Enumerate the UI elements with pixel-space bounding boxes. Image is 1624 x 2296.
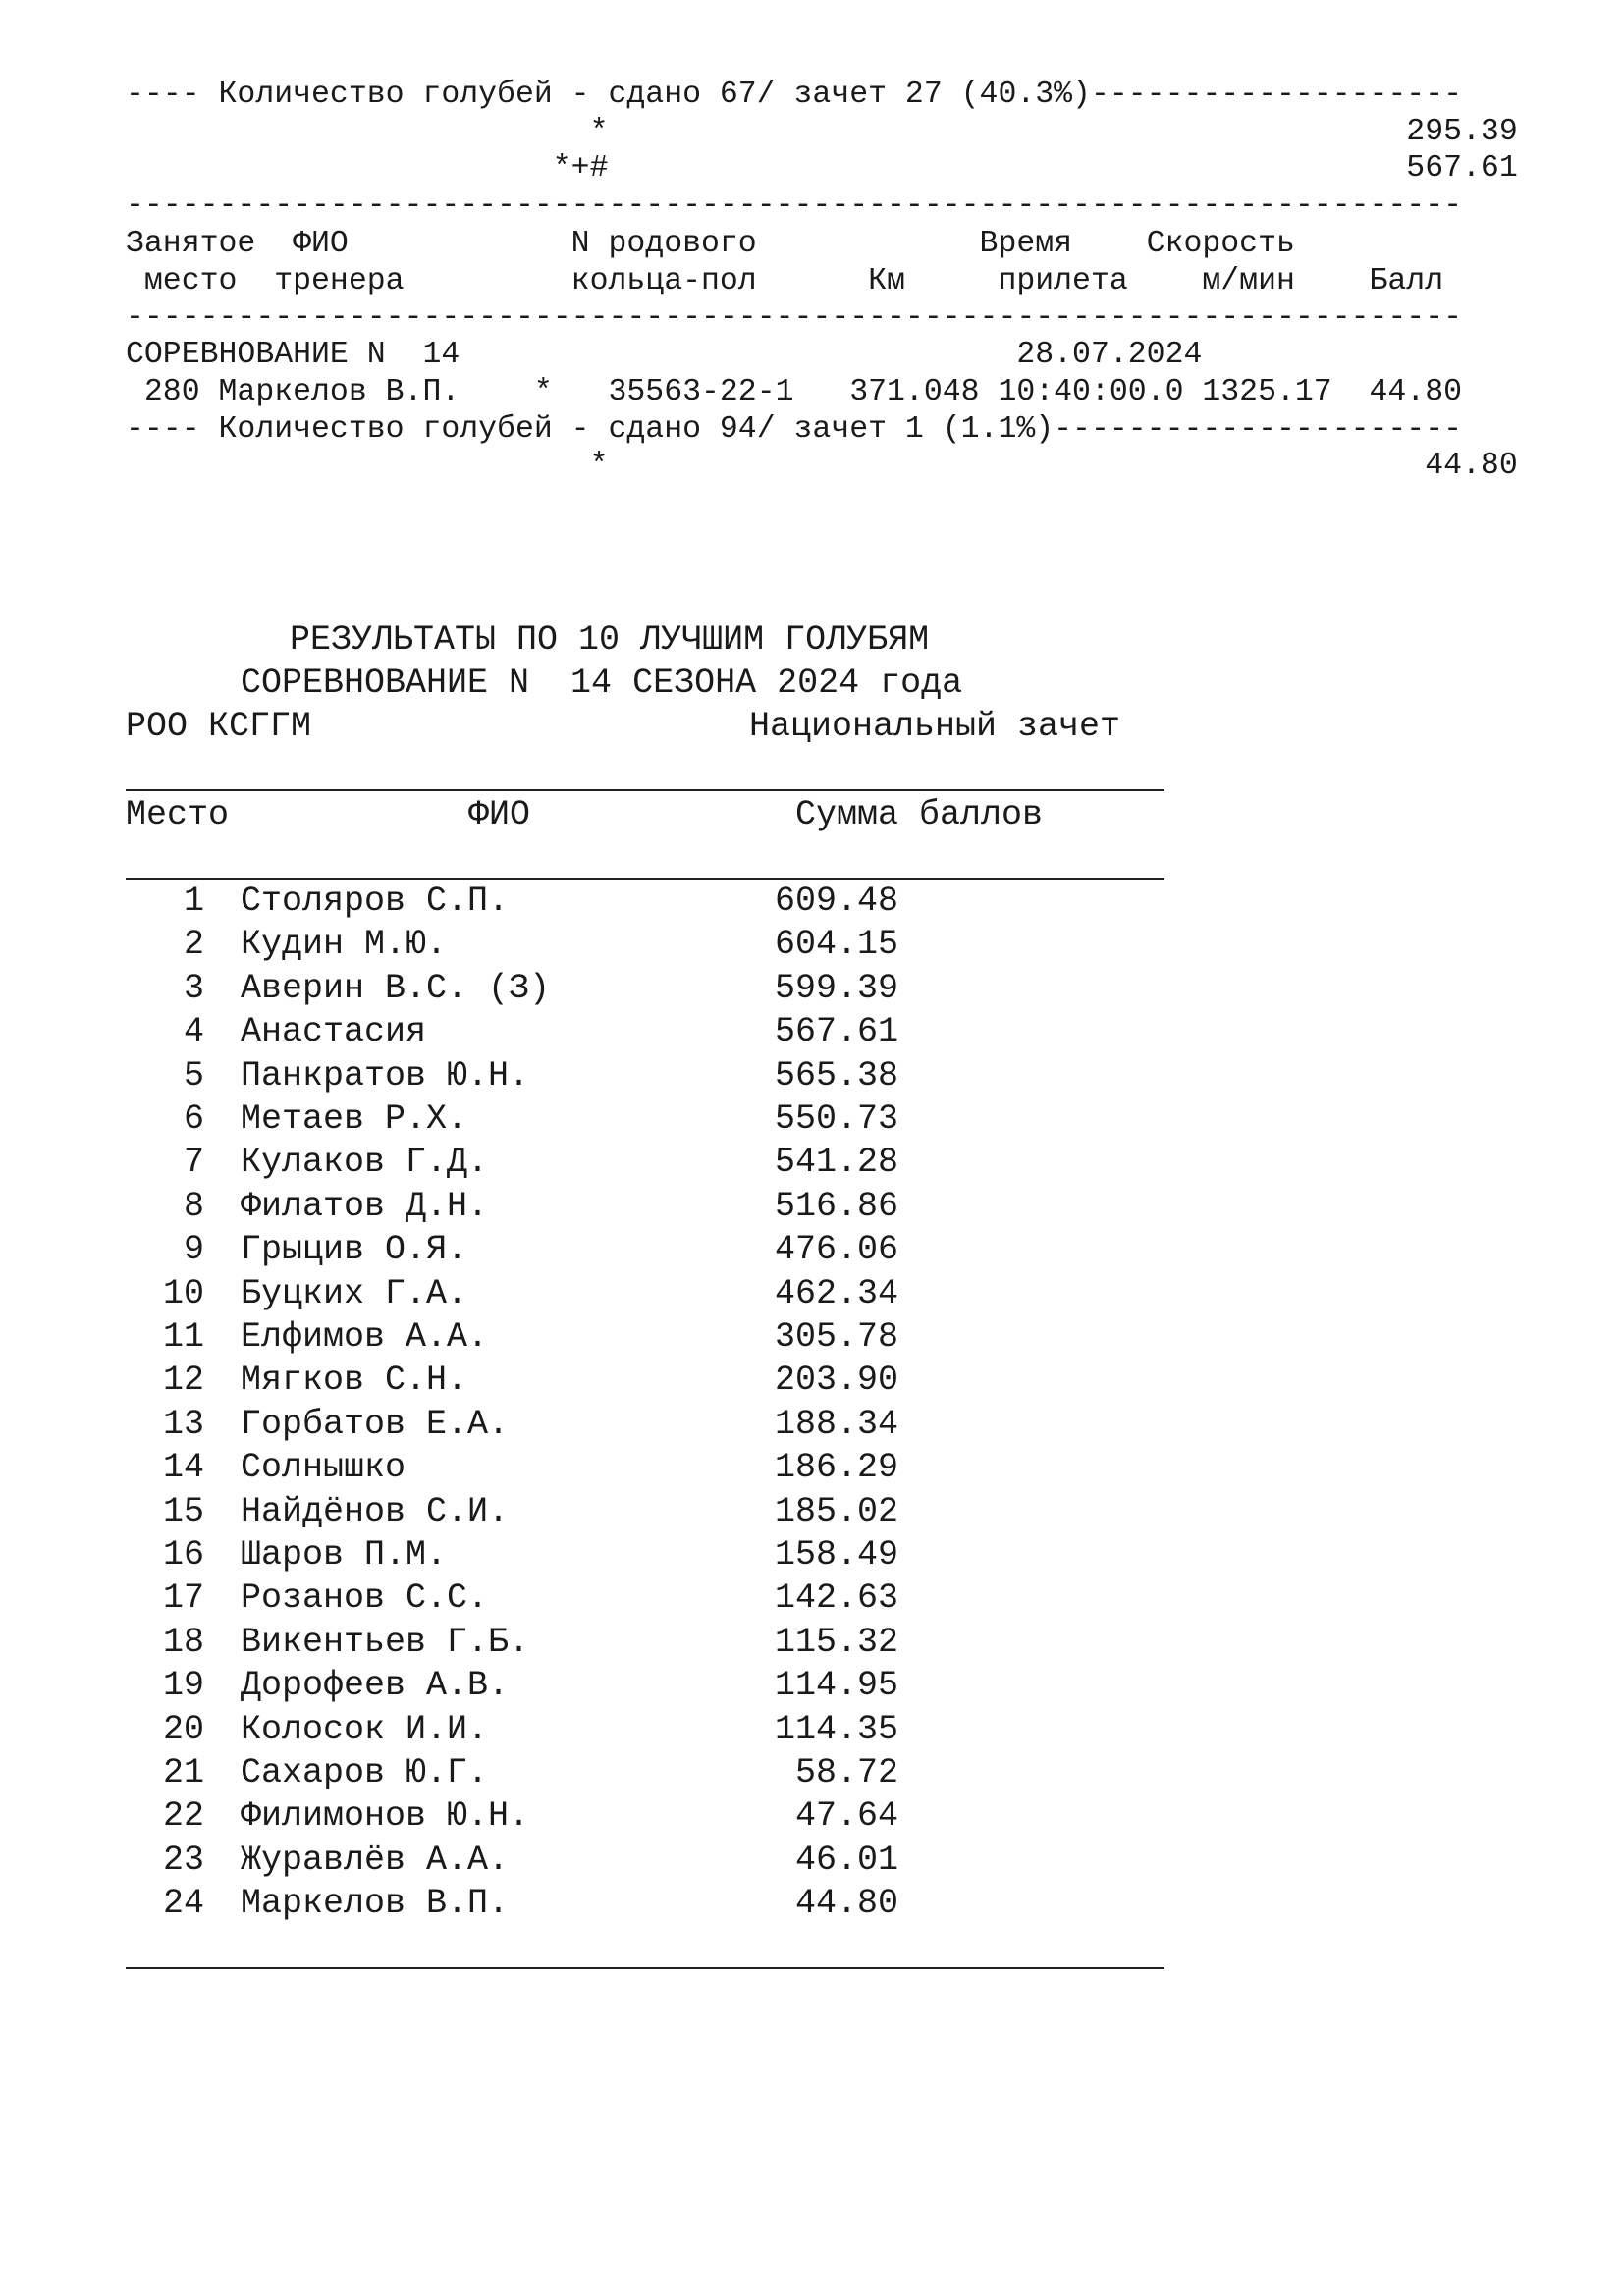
rank-cell: 9	[183, 1230, 204, 1270]
name-cell: Метаев Р.Х.	[241, 1099, 468, 1139]
list-item	[126, 1185, 898, 1228]
name-cell: Розанов С.С.	[241, 1578, 489, 1619]
score-cell: 516.86	[774, 1186, 898, 1226]
name-cell: Журавлёв А.А.	[241, 1840, 510, 1880]
score-cell: 188.34	[774, 1404, 898, 1444]
name-cell: Мягков С.Н.	[241, 1361, 468, 1401]
col-name-header: ФИО	[468, 795, 531, 834]
results-scope: Национальный зачет	[749, 707, 1121, 746]
name-cell: Аверин В.С. (З)	[241, 968, 551, 1008]
results-subtitle: СОРЕВНОВАНИЕ N 14 СЕЗОНА 2024 года	[241, 664, 963, 703]
rank-cell: 3	[183, 968, 204, 1008]
score-cell: 305.78	[774, 1317, 898, 1357]
name-cell: Кудин М.Ю.	[241, 925, 448, 965]
score-cell: 58.72	[794, 1753, 898, 1792]
rank-cell: 11	[162, 1317, 204, 1357]
list-item	[126, 1054, 898, 1097]
name-cell: Колосок И.И.	[241, 1709, 489, 1749]
rank-cell: 17	[162, 1578, 204, 1619]
list-item	[126, 1141, 898, 1184]
score-cell: 142.63	[774, 1578, 898, 1619]
rank-cell: 2	[183, 925, 204, 965]
name-cell: Маркелов В.П.	[241, 1884, 510, 1924]
list-item	[126, 1272, 898, 1315]
rank-cell: 18	[162, 1622, 204, 1662]
name-cell: Горбатов Е.А.	[241, 1404, 510, 1444]
list-item	[126, 923, 898, 966]
score-cell: 476.06	[774, 1230, 898, 1270]
rank-cell: 24	[162, 1884, 204, 1924]
score-cell: 186.29	[774, 1448, 898, 1488]
competition-summary-line: ---- Количество голубей - сдано 94/ зачет 1 (1.1%)----------------------	[126, 412, 1463, 447]
list-item	[126, 1533, 898, 1576]
list-item	[126, 1010, 898, 1053]
rank-cell: 20	[162, 1709, 204, 1749]
competition-title-line: СОРЕВНОВАНИЕ N 14 28.07.2024	[126, 338, 1203, 372]
score-cell: 599.39	[774, 968, 898, 1008]
list-item	[126, 1576, 898, 1620]
score-cell: 609.48	[774, 881, 898, 921]
rank-cell: 16	[162, 1535, 204, 1575]
score-cell: 115.32	[774, 1622, 898, 1662]
name-cell: Сахаров Ю.Г.	[241, 1753, 489, 1792]
name-cell: Дорофеев А.В.	[241, 1666, 510, 1706]
results-org: РОО КСГГМ	[126, 707, 312, 746]
rank-cell: 19	[162, 1666, 204, 1706]
results-title: РЕЗУЛЬТАТЫ ПО 10 ЛУЧШИМ ГОЛУБЯМ	[290, 620, 930, 660]
table-header-line-1: Занятое ФИО N родового Время Скорость	[126, 227, 1295, 261]
name-cell: Филатов Д.Н.	[241, 1186, 489, 1226]
list-item	[126, 1446, 898, 1489]
list-item	[126, 1664, 898, 1707]
rank-cell: 15	[162, 1491, 204, 1531]
previous-summary-line: ---- Количество голубей - сдано 67/ зачет 27 (40.3%)--------------------	[126, 78, 1463, 112]
table-header-separator: ------------------------------------------------------------------------	[126, 300, 1463, 335]
name-cell: Буцких Г.А.	[241, 1273, 468, 1313]
list-item	[126, 1097, 898, 1141]
header-top-rule	[126, 789, 1164, 791]
score-cell: 47.64	[794, 1796, 898, 1837]
name-cell: Елфимов А.А.	[241, 1317, 489, 1357]
rank-cell: 10	[162, 1273, 204, 1313]
name-cell: Солнышко	[241, 1448, 406, 1488]
rank-cell: 13	[162, 1404, 204, 1444]
rank-cell: 23	[162, 1840, 204, 1880]
name-cell: Столяров С.П.	[241, 881, 510, 921]
previous-total-line-2: *+# 567.61	[126, 151, 1518, 186]
score-cell: 185.02	[774, 1491, 898, 1531]
list-item	[126, 1490, 898, 1533]
results-bottom-rule	[126, 1967, 1164, 1969]
list-item	[126, 880, 898, 923]
list-item	[126, 1882, 898, 1925]
score-cell: 203.90	[774, 1361, 898, 1401]
score-cell: 541.28	[774, 1143, 898, 1183]
list-item	[126, 1359, 898, 1402]
score-cell: 567.61	[774, 1012, 898, 1052]
rank-cell: 8	[183, 1186, 204, 1226]
rank-cell: 14	[162, 1448, 204, 1488]
name-cell: Грыцив О.Я.	[241, 1230, 468, 1270]
list-item	[126, 1794, 898, 1838]
competition-total-line: * 44.80	[126, 449, 1518, 483]
name-cell: Филимонов Ю.Н.	[241, 1796, 530, 1837]
list-item	[126, 1315, 898, 1359]
score-cell: 462.34	[774, 1273, 898, 1313]
list-item	[126, 1839, 898, 1882]
rank-cell: 5	[183, 1055, 204, 1095]
name-cell: Викентьев Г.Б.	[241, 1622, 530, 1662]
score-cell: 114.35	[774, 1709, 898, 1749]
rank-cell: 1	[183, 881, 204, 921]
score-cell: 46.01	[794, 1840, 898, 1880]
list-item	[126, 1228, 898, 1271]
score-cell: 44.80	[794, 1884, 898, 1924]
name-cell: Шаров П.М.	[241, 1535, 448, 1575]
list-item	[126, 1403, 898, 1446]
competition-entry-line: 280 Маркелов В.П. * 35563-22-1 371.048 10:40:00.0 1325.17 44.80	[126, 375, 1463, 409]
rank-cell: 6	[183, 1099, 204, 1139]
rank-cell: 22	[162, 1796, 204, 1837]
rank-cell: 12	[162, 1361, 204, 1401]
list-item	[126, 1621, 898, 1664]
rank-cell: 7	[183, 1143, 204, 1183]
score-cell: 565.38	[774, 1055, 898, 1095]
previous-total-line: * 295.39	[126, 115, 1518, 149]
score-cell: 604.15	[774, 925, 898, 965]
list-item	[126, 1751, 898, 1794]
score-cell: 114.95	[774, 1666, 898, 1706]
rank-cell: 4	[183, 1012, 204, 1052]
table-header-line-2: место тренера кольца-пол Км прилета м/мин Балл	[126, 264, 1444, 298]
name-cell: Найдёнов С.И.	[241, 1491, 510, 1531]
rank-cell: 21	[162, 1753, 204, 1792]
score-cell: 550.73	[774, 1099, 898, 1139]
list-item	[126, 967, 898, 1010]
col-place-header: Место	[126, 795, 230, 834]
name-cell: Анастасия	[241, 1012, 427, 1052]
name-cell: Кулаков Г.Д.	[241, 1143, 489, 1183]
col-sum-header: Сумма баллов	[795, 795, 1044, 834]
separator-line: ------------------------------------------------------------------------	[126, 188, 1463, 223]
list-item	[126, 1708, 898, 1751]
score-cell: 158.49	[774, 1535, 898, 1575]
name-cell: Панкратов Ю.Н.	[241, 1055, 530, 1095]
